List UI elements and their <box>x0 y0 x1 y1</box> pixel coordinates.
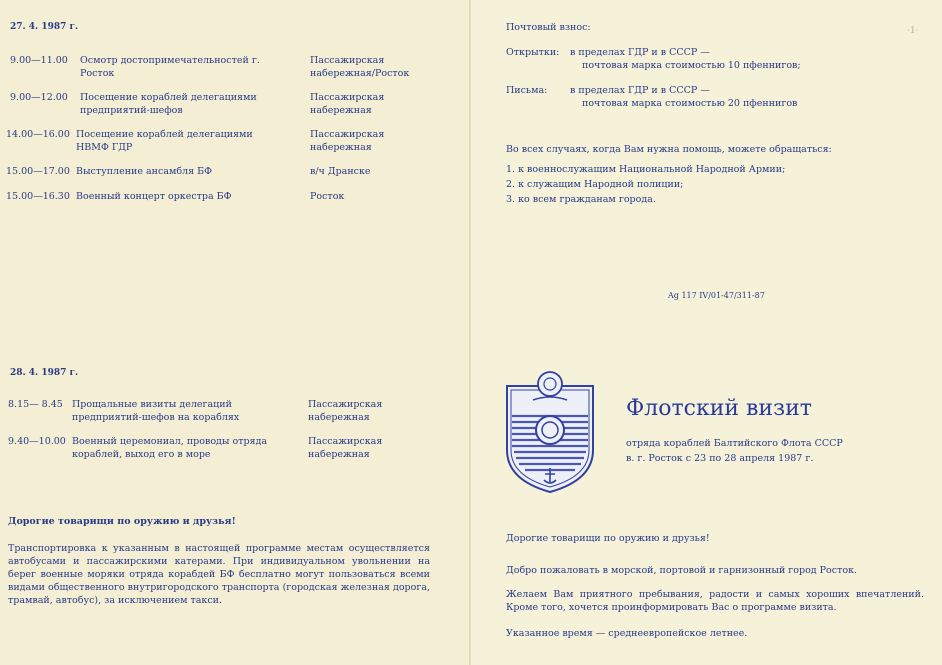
row-time: 9.00—12.00 <box>10 92 68 103</box>
list-item: 1. к военнослужащим Национальной Народной Армии; <box>506 164 786 175</box>
welcome-text: Добро пожаловать в морской, портовой и гарнизонный город Росток. <box>506 565 858 576</box>
list-item: 2. к служащим Народной полиции; <box>506 179 684 190</box>
schedule-row <box>6 165 450 179</box>
schedule-row <box>8 435 448 463</box>
left-page <box>0 0 470 665</box>
row-place: Пассажирская набережная <box>308 399 383 423</box>
row-time: 14.00—16.00 <box>6 129 70 140</box>
row-time: 9.00—11.00 <box>10 55 68 66</box>
letters-line2: почтовая марка стоимостью 20 пфеннигов <box>582 98 798 109</box>
letters-line1: в пределах ГДР и в СССР — <box>570 85 710 96</box>
row-event: Посещение кораблей делегациями предприятий-шефов <box>80 92 257 116</box>
postcards-label: Открытки: <box>506 47 560 58</box>
schedule-row <box>10 91 450 119</box>
schedule-row <box>10 54 450 82</box>
row-place: Пассажирская набережная <box>308 436 383 460</box>
help-list <box>506 162 906 207</box>
letters-block <box>506 84 906 112</box>
fleet-emblem <box>503 370 597 494</box>
postcards-block <box>506 46 906 74</box>
row-event: Посещение кораблей делегациями НВМФ ГДР <box>76 129 253 153</box>
schedule-row <box>6 128 450 156</box>
time-note: Указанное время — среднеевропейское летнее. <box>506 628 748 639</box>
right-greeting: Дорогие товарищи по оружию и друзья! <box>506 533 710 544</box>
row-event: Прощальные визиты делегаций предприятий-шефов на кораблях <box>72 399 240 423</box>
row-event: Военный концерт оркестра БФ <box>76 191 232 202</box>
wish-paragraph: Желаем Вам приятного пребывания, радости и самых хороших впечатлений. Кроме того, хочется проинформировать Вас о программе визита. <box>506 589 924 613</box>
page-title: Флотский визит <box>626 396 812 421</box>
schedule-row <box>8 398 448 426</box>
row-time: 9.40—10.00 <box>8 436 66 447</box>
schedule-row <box>6 190 450 204</box>
help-intro: Во всех случаях, когда Вам нужна помощь, можете обращаться: <box>506 144 832 155</box>
row-place: Пассажирская набережная/Росток <box>310 55 410 79</box>
row-time: 15.00—17.00 <box>6 166 70 177</box>
letters-label: Письма: <box>506 85 548 96</box>
subtitle-2: в. г. Росток с 23 по 28 апреля 1987 г. <box>626 453 814 464</box>
subtitle-1: отряда кораблей Балтийского Флота СССР <box>626 438 843 449</box>
row-event: Осмотр достопримечательностей г. Росток <box>80 55 260 79</box>
postcards-line1: в пределах ГДР и в СССР — <box>570 47 710 58</box>
list-item: 3. ко всем гражданам города. <box>506 194 656 205</box>
right-page <box>471 0 942 665</box>
print-code: Ag 117 IV/01-47/311-87 <box>668 291 765 300</box>
page-mark: ·1· <box>907 26 919 36</box>
row-place: Пассажирская набережная <box>310 92 385 116</box>
row-place: в/ч Дранске <box>310 166 371 177</box>
row-event: Военный церемониал, проводы отряда кораблей, выход его в море <box>72 436 268 460</box>
row-event: Выступление ансамбля БФ <box>76 166 213 177</box>
transport-paragraph: Транспортировка к указанным в настоящей программе местам осуществляется автобусами и пассажирскими катерами. При индивидуальном увольнении на берег военные моряки отряда корабдей БФ бесплатно могут пользоваться всеми видами общественного внутригородского транспорта (городская железная дорога, трамвай, автобус), за исключением такси. <box>8 543 430 606</box>
row-time: 15.00—16.30 <box>6 191 70 202</box>
row-place: Пассажирская набережная <box>310 129 385 153</box>
left-greeting: Дорогие товарищи по оружию и друзья! <box>8 516 236 527</box>
row-place: Росток <box>310 191 345 202</box>
row-time: 8.15— 8.45 <box>8 399 63 410</box>
postcards-line2: почтовая марка стоимостью 10 пфеннигов; <box>582 60 801 71</box>
day1-date: 27. 4. 1987 г. <box>10 22 79 32</box>
day2-date: 28. 4. 1987 г. <box>10 368 79 378</box>
postal-title: Почтовый взнос: <box>506 22 591 33</box>
